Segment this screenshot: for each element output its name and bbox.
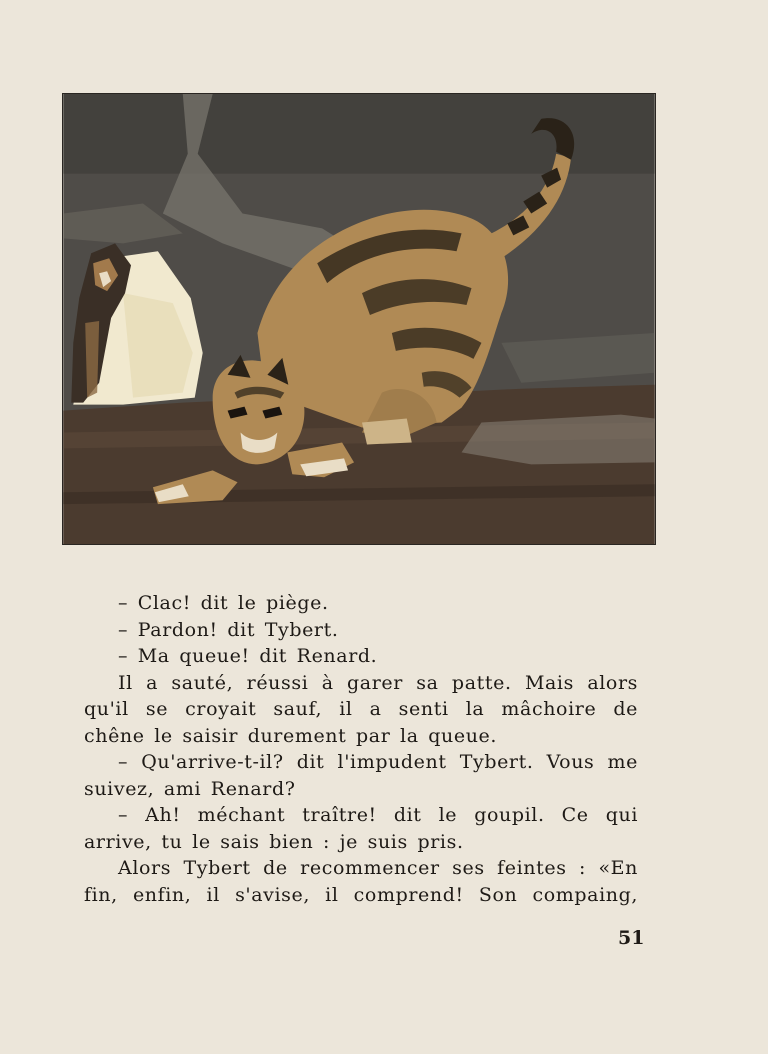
paragraph: – Ma queue! dit Renard. — [118, 645, 378, 667]
woodcut-illustration — [62, 93, 656, 545]
paragraph: – Ah! méchant traître! dit le goupil. Ce qui arrive, tu le sais bien : je suis pris. — [84, 804, 638, 853]
paragraph: Il a sauté, réussi à garer sa patte. Mais alors qu'il se croyait sauf, il a senti la mâchoire de chêne le saisir durement par la queue. — [84, 671, 638, 747]
paragraph: Alors Tybert de recommencer ses feintes : «En fin, enfin, il s'avise, il comprend! Son compaing, — [84, 857, 638, 906]
paragraph: – Clac! dit le piège. — [118, 592, 329, 614]
page-number: 51 — [618, 927, 645, 949]
story-text — [84, 590, 638, 908]
paragraph: – Qu'arrive-t-il? dit l'impudent Tybert. Vous me suivez, ami Renard? — [84, 751, 638, 800]
paragraph: – Pardon! dit Tybert. — [118, 618, 339, 641]
